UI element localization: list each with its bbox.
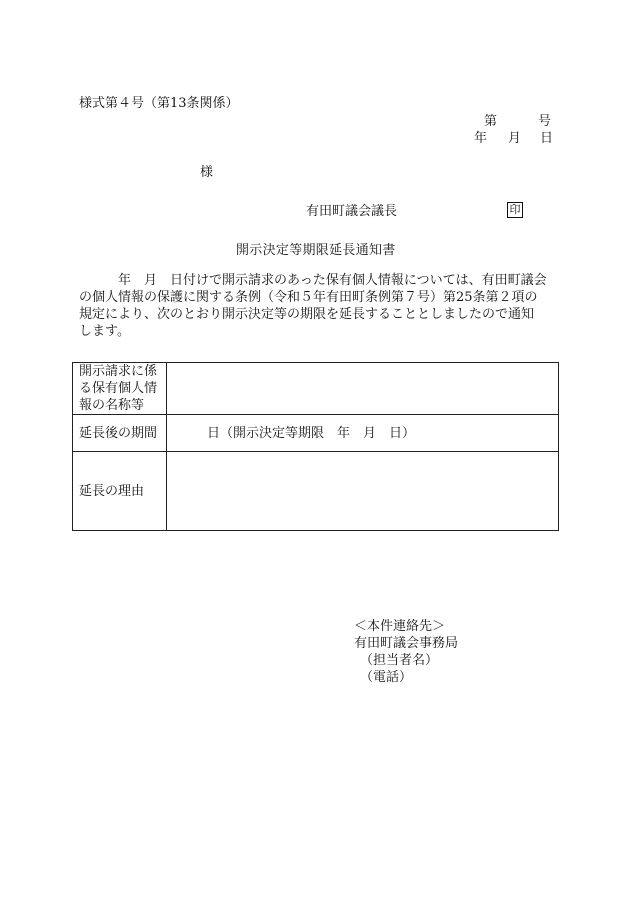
seal-mark: 印: [507, 202, 523, 218]
document-number-prefix: 第: [484, 114, 498, 129]
date-day: 日: [540, 131, 554, 146]
body-line: します。: [79, 324, 130, 339]
contact-phone: （電話）: [360, 670, 413, 685]
contact-person: （担当者名）: [360, 653, 439, 668]
extension-reason-label: 延長の理由: [73, 452, 167, 531]
notice-body: [79, 272, 553, 340]
recipient-honorific: 様: [200, 165, 214, 180]
date-month: 月: [508, 131, 522, 146]
body-line: の個人情報の保護に関する条例（令和５年有田町条例第７号）第25条第２項の: [79, 290, 538, 305]
body-line: 年 月 日付けで開示請求のあった保有個人情報については、有田町議会: [118, 273, 547, 288]
info-name-value: [167, 363, 559, 415]
extended-period-label: 延長後の期間: [73, 415, 167, 452]
contact-heading: ＜本件連絡先＞: [354, 619, 446, 634]
extension-reason-value: [167, 452, 559, 531]
extended-period-value: 日（開示決定等期限 年 月 日）: [167, 415, 559, 452]
contact-office: 有田町議会事務局: [354, 636, 459, 651]
table-row: [73, 363, 559, 415]
extension-details-table: [72, 362, 559, 531]
form-number: 様式第４号（第13条関係）: [79, 96, 239, 111]
document-title: 開示決定等期限延長通知書: [236, 243, 396, 258]
document-number: [0, 114, 630, 132]
sender-name: 有田町議会議長: [306, 204, 398, 219]
table-row: [73, 415, 559, 452]
issue-date: [0, 131, 630, 149]
body-line: 規定により、次のとおり開示決定等の期限を延長することとしましたので通知: [79, 307, 535, 322]
document-number-suffix: 号: [538, 114, 552, 129]
info-name-label: 開示請求に係 る保有個人情 報の名称等: [73, 363, 167, 415]
table-row: [73, 452, 559, 531]
date-year: 年: [474, 131, 488, 146]
contact-block: [354, 618, 458, 686]
